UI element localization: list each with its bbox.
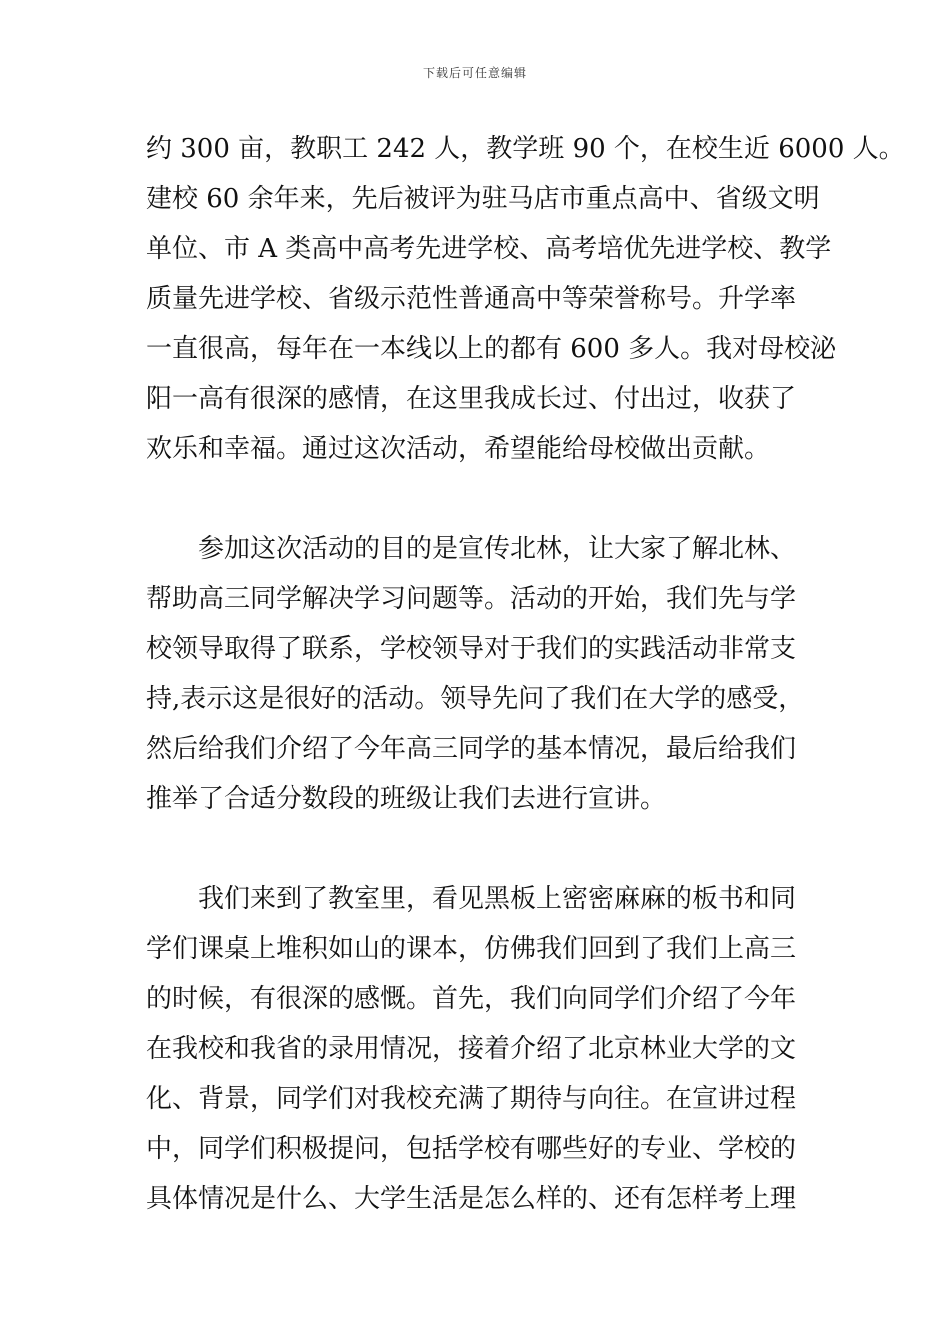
paragraph-2 bbox=[146, 524, 826, 824]
text-line: 化、背景，同学们对我校充满了期待与向往。在宣讲过程 bbox=[146, 1084, 797, 1114]
text-line: 质量先进学校、省级示范性普通高中等荣誉称号。升学率 bbox=[146, 284, 797, 314]
text-line: 约 300 亩，教职工 242 人，教学班 90 个，在校生近 6000 人。 bbox=[146, 134, 905, 164]
text-line: 的时候，有很深的感慨。首先，我们向同学们介绍了今年 bbox=[146, 984, 797, 1014]
paragraph-gap bbox=[146, 474, 826, 524]
text-line: 中，同学们积极提问，包括学校有哪些好的专业、学校的 bbox=[146, 1134, 797, 1164]
text-line: 建校 60 余年来，先后被评为驻马店市重点高中、省级文明 bbox=[146, 184, 820, 214]
page-header: 下载后可任意编辑 bbox=[422, 66, 527, 80]
text-line: 欢乐和幸福。通过这次活动，希望能给母校做出贡献。 bbox=[146, 434, 771, 464]
text-line: 帮助高三同学解决学习问题等。活动的开始，我们先与学 bbox=[146, 584, 797, 614]
text-line: 校领导取得了联系，学校领导对于我们的实践活动非常支 bbox=[146, 634, 797, 664]
text-line: 一直很高，每年在一本线以上的都有 600 多人。我对母校泌 bbox=[146, 334, 837, 364]
text-line: 参加这次活动的目的是宣传北林，让大家了解北林、 bbox=[198, 534, 797, 564]
text-line: 学们课桌上堆积如山的课本，仿佛我们回到了我们上高三 bbox=[146, 934, 797, 964]
text-line: 单位、市 A 类高中高考先进学校、高考培优先进学校、教学 bbox=[146, 234, 832, 264]
text-line: 在我校和我省的录用情况，接着介绍了北京林业大学的文 bbox=[146, 1034, 797, 1064]
text-line: 持,表示这是很好的活动。领导先问了我们在大学的感受， bbox=[146, 684, 805, 714]
paragraph-3 bbox=[146, 874, 826, 1224]
document-body bbox=[146, 124, 905, 1224]
text-line: 然后给我们介绍了今年高三同学的基本情况，最后给我们 bbox=[146, 734, 797, 764]
paragraph-gap bbox=[146, 824, 826, 874]
text-line: 阳一高有很深的感情，在这里我成长过、付出过，收获了 bbox=[146, 384, 797, 414]
text-line: 我们来到了教室里，看见黑板上密密麻麻的板书和同 bbox=[198, 884, 797, 914]
text-line: 具体情况是什么、大学生活是怎么样的、还有怎样考上理 bbox=[146, 1184, 797, 1214]
text-line: 推举了合适分数段的班级让我们去进行宣讲。 bbox=[146, 784, 667, 814]
paragraph-1 bbox=[146, 124, 905, 474]
